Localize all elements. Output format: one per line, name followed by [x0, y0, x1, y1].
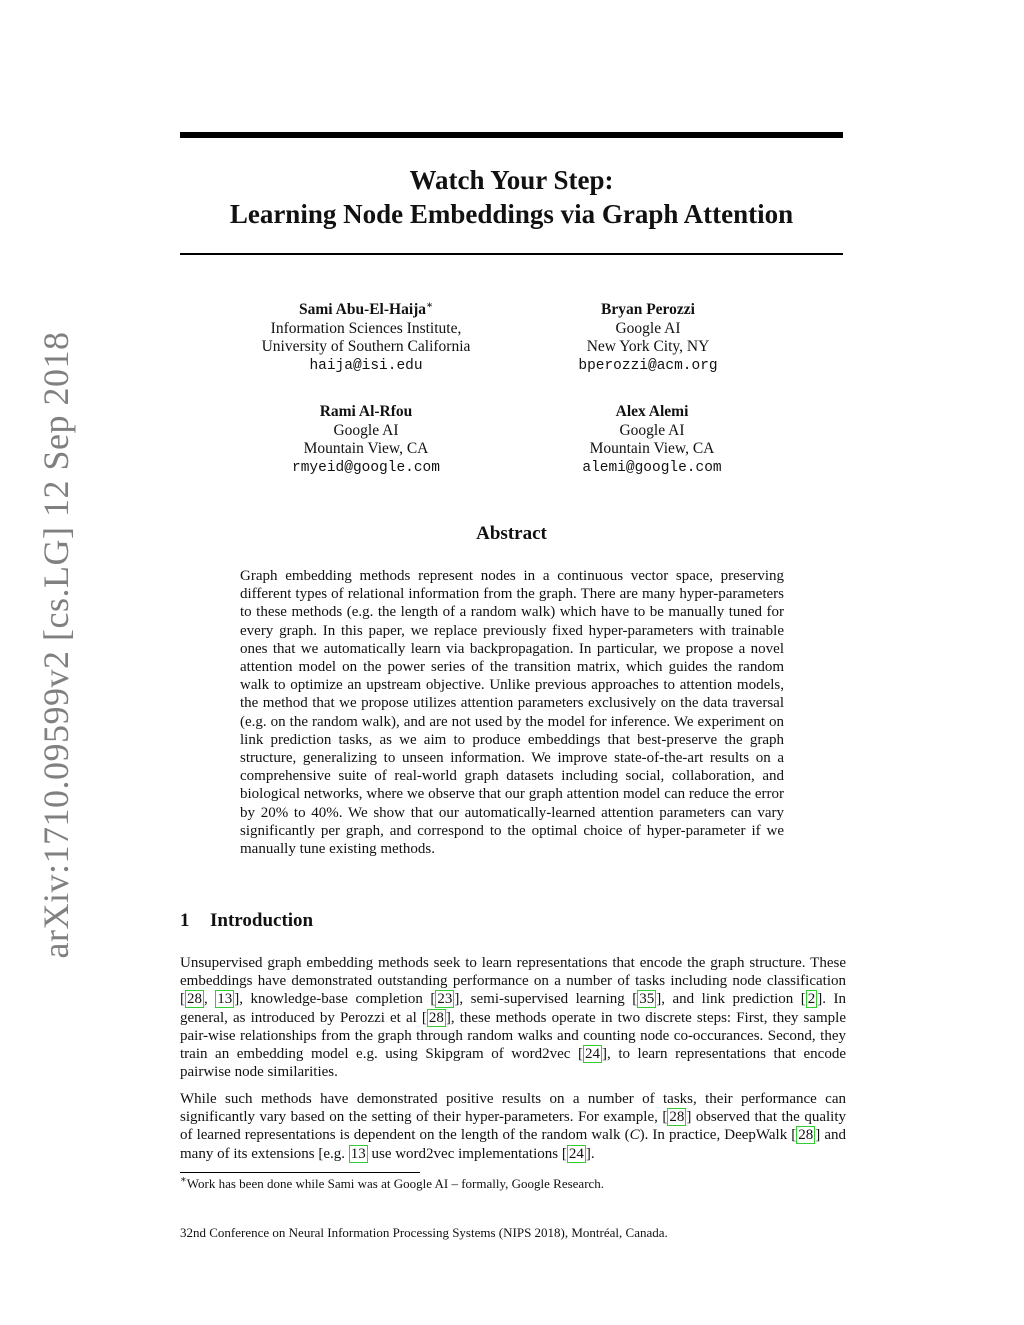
- author-affiliation: Google AI: [333, 421, 399, 439]
- author-name: Rami Al-Rfou: [319, 403, 413, 420]
- author-affiliation: Mountain View, CA: [303, 440, 429, 457]
- author-block-1: [216, 301, 516, 375]
- footnote-marker: ∗: [426, 299, 433, 311]
- math-variable: C: [629, 1127, 640, 1144]
- citation-link[interactable]: 28: [428, 1009, 444, 1026]
- author-affiliation: New York City, NY: [586, 338, 710, 355]
- author-block-3: [216, 403, 516, 477]
- citation-link[interactable]: 13: [217, 991, 233, 1008]
- intro-paragraph-2: While such methods have demonstrated positive results on a number of tasks, their performance can significantly vary based on the setting of their hyper-parameters. For example, [ 28 ] observed that the quality of learned representations is dependent on the length of the random walk (C). In practice, DeepWalk [ 28 ] and many of its extensions [e.g. 13 use word2vec implementations [ 24 ].: [180, 1091, 846, 1162]
- citation-link[interactable]: 28: [798, 1127, 814, 1144]
- citation-link[interactable]: 28: [669, 1109, 685, 1126]
- author-name: Alex Alemi: [615, 403, 689, 420]
- author-email: alemi@google.com: [582, 459, 722, 476]
- arxiv-stamp: arXiv:1710.09599v2 [cs.LG] 12 Sep 2018: [36, 331, 76, 959]
- footnote-rule: [180, 1172, 420, 1173]
- author-affiliation: Google AI: [615, 319, 681, 337]
- intro-paragraph-1: Unsupervised graph embedding methods seek to learn representations that encode the graph structure. These embeddings have demonstrated outstanding performance on a number of tasks including node classification [ 28 , 13 ], knowledge-base completion [ 23 ], semi-supervised learning [ 35 ], and link prediction [ 2 ]. In general, as introduced by Perozzi et al [ 28 ], these methods operate in two discrete steps: First, they sample pair-wise relationships from the graph through random walks and counting node co-occurances. Second, they train an embedding model e.g. using Skipgram of word2vec [ 24 ], to learn representations that encode pairwise node similarities.: [180, 955, 847, 1081]
- abstract-heading: Abstract: [476, 523, 547, 544]
- citation-link[interactable]: 13: [350, 1145, 366, 1162]
- author-email: bperozzi@acm.org: [578, 357, 718, 374]
- author-name: Sami Abu-El-Haija∗: [299, 299, 433, 318]
- footnote-marker: ∗: [180, 1174, 187, 1186]
- venue-footer: 32nd Conference on Neural Information Processing Systems (NIPS 2018), Montréal, Canada.: [180, 1225, 668, 1240]
- section-heading-introduction: [180, 910, 313, 932]
- title-line-2: Learning Node Embeddings via Graph Attention: [229, 199, 794, 229]
- author-affiliation: Google AI: [619, 421, 685, 439]
- author-affiliation: University of Southern California: [261, 338, 471, 355]
- title-top-rule: [180, 132, 843, 138]
- title-bottom-rule: [180, 253, 843, 255]
- citation-link[interactable]: 23: [437, 991, 453, 1008]
- footnote: [180, 1176, 604, 1192]
- footnote-text: Work has been done while Sami was at Google AI – formally, Google Research.: [186, 1176, 605, 1191]
- author-email: rmyeid@google.com: [292, 459, 440, 476]
- author-affiliation: Information Sciences Institute,: [270, 319, 462, 337]
- citation-link[interactable]: 24: [568, 1145, 584, 1162]
- citation-link[interactable]: 24: [585, 1046, 601, 1063]
- citation-link[interactable]: 35: [639, 991, 655, 1008]
- section-title: Introduction: [210, 910, 314, 931]
- abstract-text: Graph embedding methods represent nodes in a continuous vector space, preserving different types of relational information from the graph. There are many hyper-parameters to these methods (e.g. the length of a random walk) which have to be manually tuned for every graph. In this paper, we replace previously fixed hyper-parameters with trainable ones that we automatically learn via backpropagation. In particular, we propose a novel attention model on the power series of the transition matrix, which guides the random walk to optimize an upstream objective. Unlike previous approaches to attention models, the method that we propose utilizes attention parameters exclusively on the data traversal (e.g. on the random walk), and are not used by the model for inference. We experiment on link prediction tasks, as we aim to produce embeddings that best-preserve the graph structure, generalizing to unseen information. We improve state-of-the-art results on a comprehensive suite of real-world graph datasets including social, collaboration, and biological networks, where we observe that our graph attention model can reduce the error by 20% to 40%. We show that our automatically-learned attention parameters can vary significantly per graph, and correspond to the optimal choice of hyper-parameter if we manually tune existing methods.: [240, 568, 784, 858]
- author-affiliation: Mountain View, CA: [589, 440, 715, 457]
- author-block-2: [498, 301, 798, 375]
- citation-link[interactable]: 2: [807, 991, 816, 1008]
- author-name: Bryan Perozzi: [601, 301, 695, 318]
- author-block-4: [502, 403, 802, 477]
- section-number: 1: [180, 910, 190, 931]
- citation-link[interactable]: 28: [187, 991, 202, 1008]
- paper-title: [180, 163, 843, 231]
- author-email: haija@isi.edu: [309, 357, 423, 374]
- title-line-1: Watch Your Step:: [409, 165, 614, 195]
